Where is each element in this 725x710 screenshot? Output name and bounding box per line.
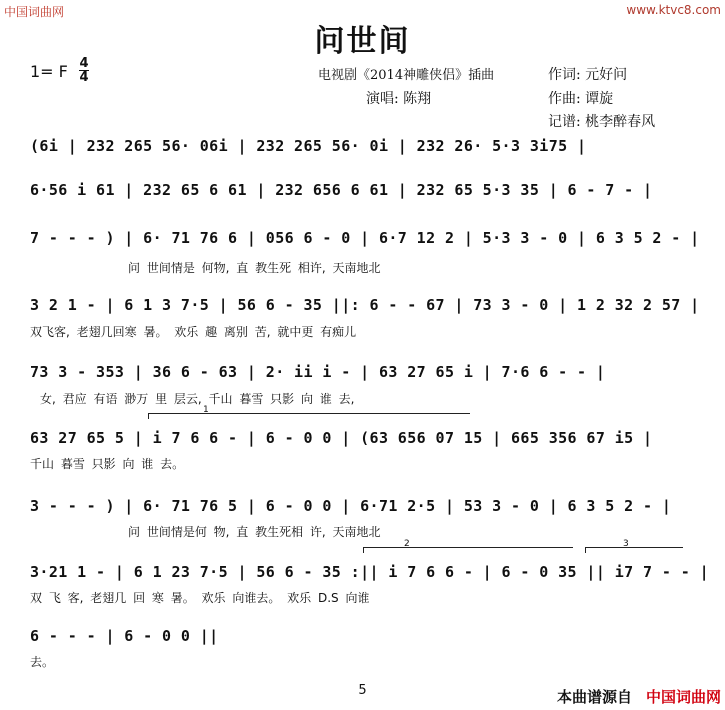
page-number: 5 <box>358 683 367 698</box>
lyrics-line-8: 双 飞 客, 老翅几 回 寒 暑。 欢乐 向谁去。 欢乐 D.S 向谁 <box>30 591 370 605</box>
composer-credit: 作曲: 谭旋 <box>548 91 614 107</box>
song-subtitle: 电视剧《2014神雕侠侣》插曲 <box>318 68 495 83</box>
lyrics-line-4: 双飞客, 老翅几回寒 暑。 欢乐 趣 离别 苦, 就中更 有痴儿 <box>30 325 357 339</box>
lyrics-line-6: 千山 暮雪 只影 向 谁 去。 <box>30 457 185 471</box>
volta-bracket-1-start <box>148 413 149 419</box>
source-label: 本曲谱源自 <box>556 688 632 706</box>
volta-bracket-3-start <box>585 547 586 553</box>
volta-bracket-2-start <box>363 547 364 553</box>
score-line-6: 63 27 65 5 | i 7 6 6 - | 6 - 0 0 | (63 656 07 15 | 665 356 67 i5 | <box>30 429 653 447</box>
song-title: 问世间 <box>314 24 411 59</box>
score-line-5: 73 3 - 353 | 36 6 - 63 | 2· ii i - | 63 27 65 i | 7·6 6 - - | <box>30 363 606 381</box>
lyrics-line-9: 去。 <box>30 655 55 669</box>
volta-bracket-3 <box>585 547 683 548</box>
lyrics-line-3: 问 世间情是 何物, 直 教生死 相许, 天南地北 <box>128 261 381 275</box>
key-signature: 1= F <box>30 62 68 81</box>
time-signature-bottom: 4 <box>79 70 89 85</box>
transcriber-credit: 记谱: 桃李醉春风 <box>548 114 656 130</box>
watermark-right: www.ktvc8.com <box>626 3 721 17</box>
volta-bracket-2 <box>363 547 573 548</box>
lyricist-credit: 作词: 元好问 <box>548 67 628 83</box>
score-line-3: 7 - - - ) | 6· 71 76 6 | 056 6 - 0 | 6·7 12 2 | 5·3 3 - 0 | 6 3 5 2 - | <box>30 229 700 247</box>
volta-number-3: 3 <box>623 539 629 549</box>
lyrics-line-7: 问 世间情是何 物, 直 教生死相 许, 天南地北 <box>128 525 381 539</box>
score-line-4: 3 2 1 - | 6 1 3 7·5 | 56 6 - 35 ||: 6 - - 67 | 73 3 - 0 | 1 2 32 2 57 | <box>30 296 700 314</box>
time-signature <box>79 57 89 84</box>
singer-credit: 演唱: 陈翔 <box>366 91 432 107</box>
volta-number-2: 2 <box>404 539 410 549</box>
lyrics-line-5: 女, 君应 有语 渺万 里 层云, 千山 暮雪 只影 向 谁 去, <box>40 392 355 406</box>
score-line-7: 3 - - - ) | 6· 71 76 5 | 6 - 0 0 | 6·71 2·5 | 53 3 - 0 | 6 3 5 2 - | <box>30 497 672 515</box>
source-credit <box>557 686 721 707</box>
score-line-9: 6 - - - | 6 - 0 0 || <box>30 627 219 645</box>
volta-number-1: 1 <box>203 405 209 415</box>
volta-bracket-1 <box>148 413 470 414</box>
source-site-link[interactable]: 中国词曲网 <box>645 688 721 706</box>
watermark-left: 中国词曲网 <box>4 5 65 19</box>
score-line-2: 6·56 i 61 | 232 65 6 61 | 232 656 6 61 | 232 65 5·3 35 | 6 - 7 - | <box>30 181 653 199</box>
time-signature-top: 4 <box>79 56 89 71</box>
score-line-1: (6i | 232 265 56· 06i | 232 265 56· 0i | 232 26· 5·3 3i75 | <box>30 137 587 155</box>
score-line-8: 3·21 1 - | 6 1 23 7·5 | 56 6 - 35 :|| i 7 6 6 - | 6 - 0 35 || i7 7 - - | <box>30 563 710 581</box>
